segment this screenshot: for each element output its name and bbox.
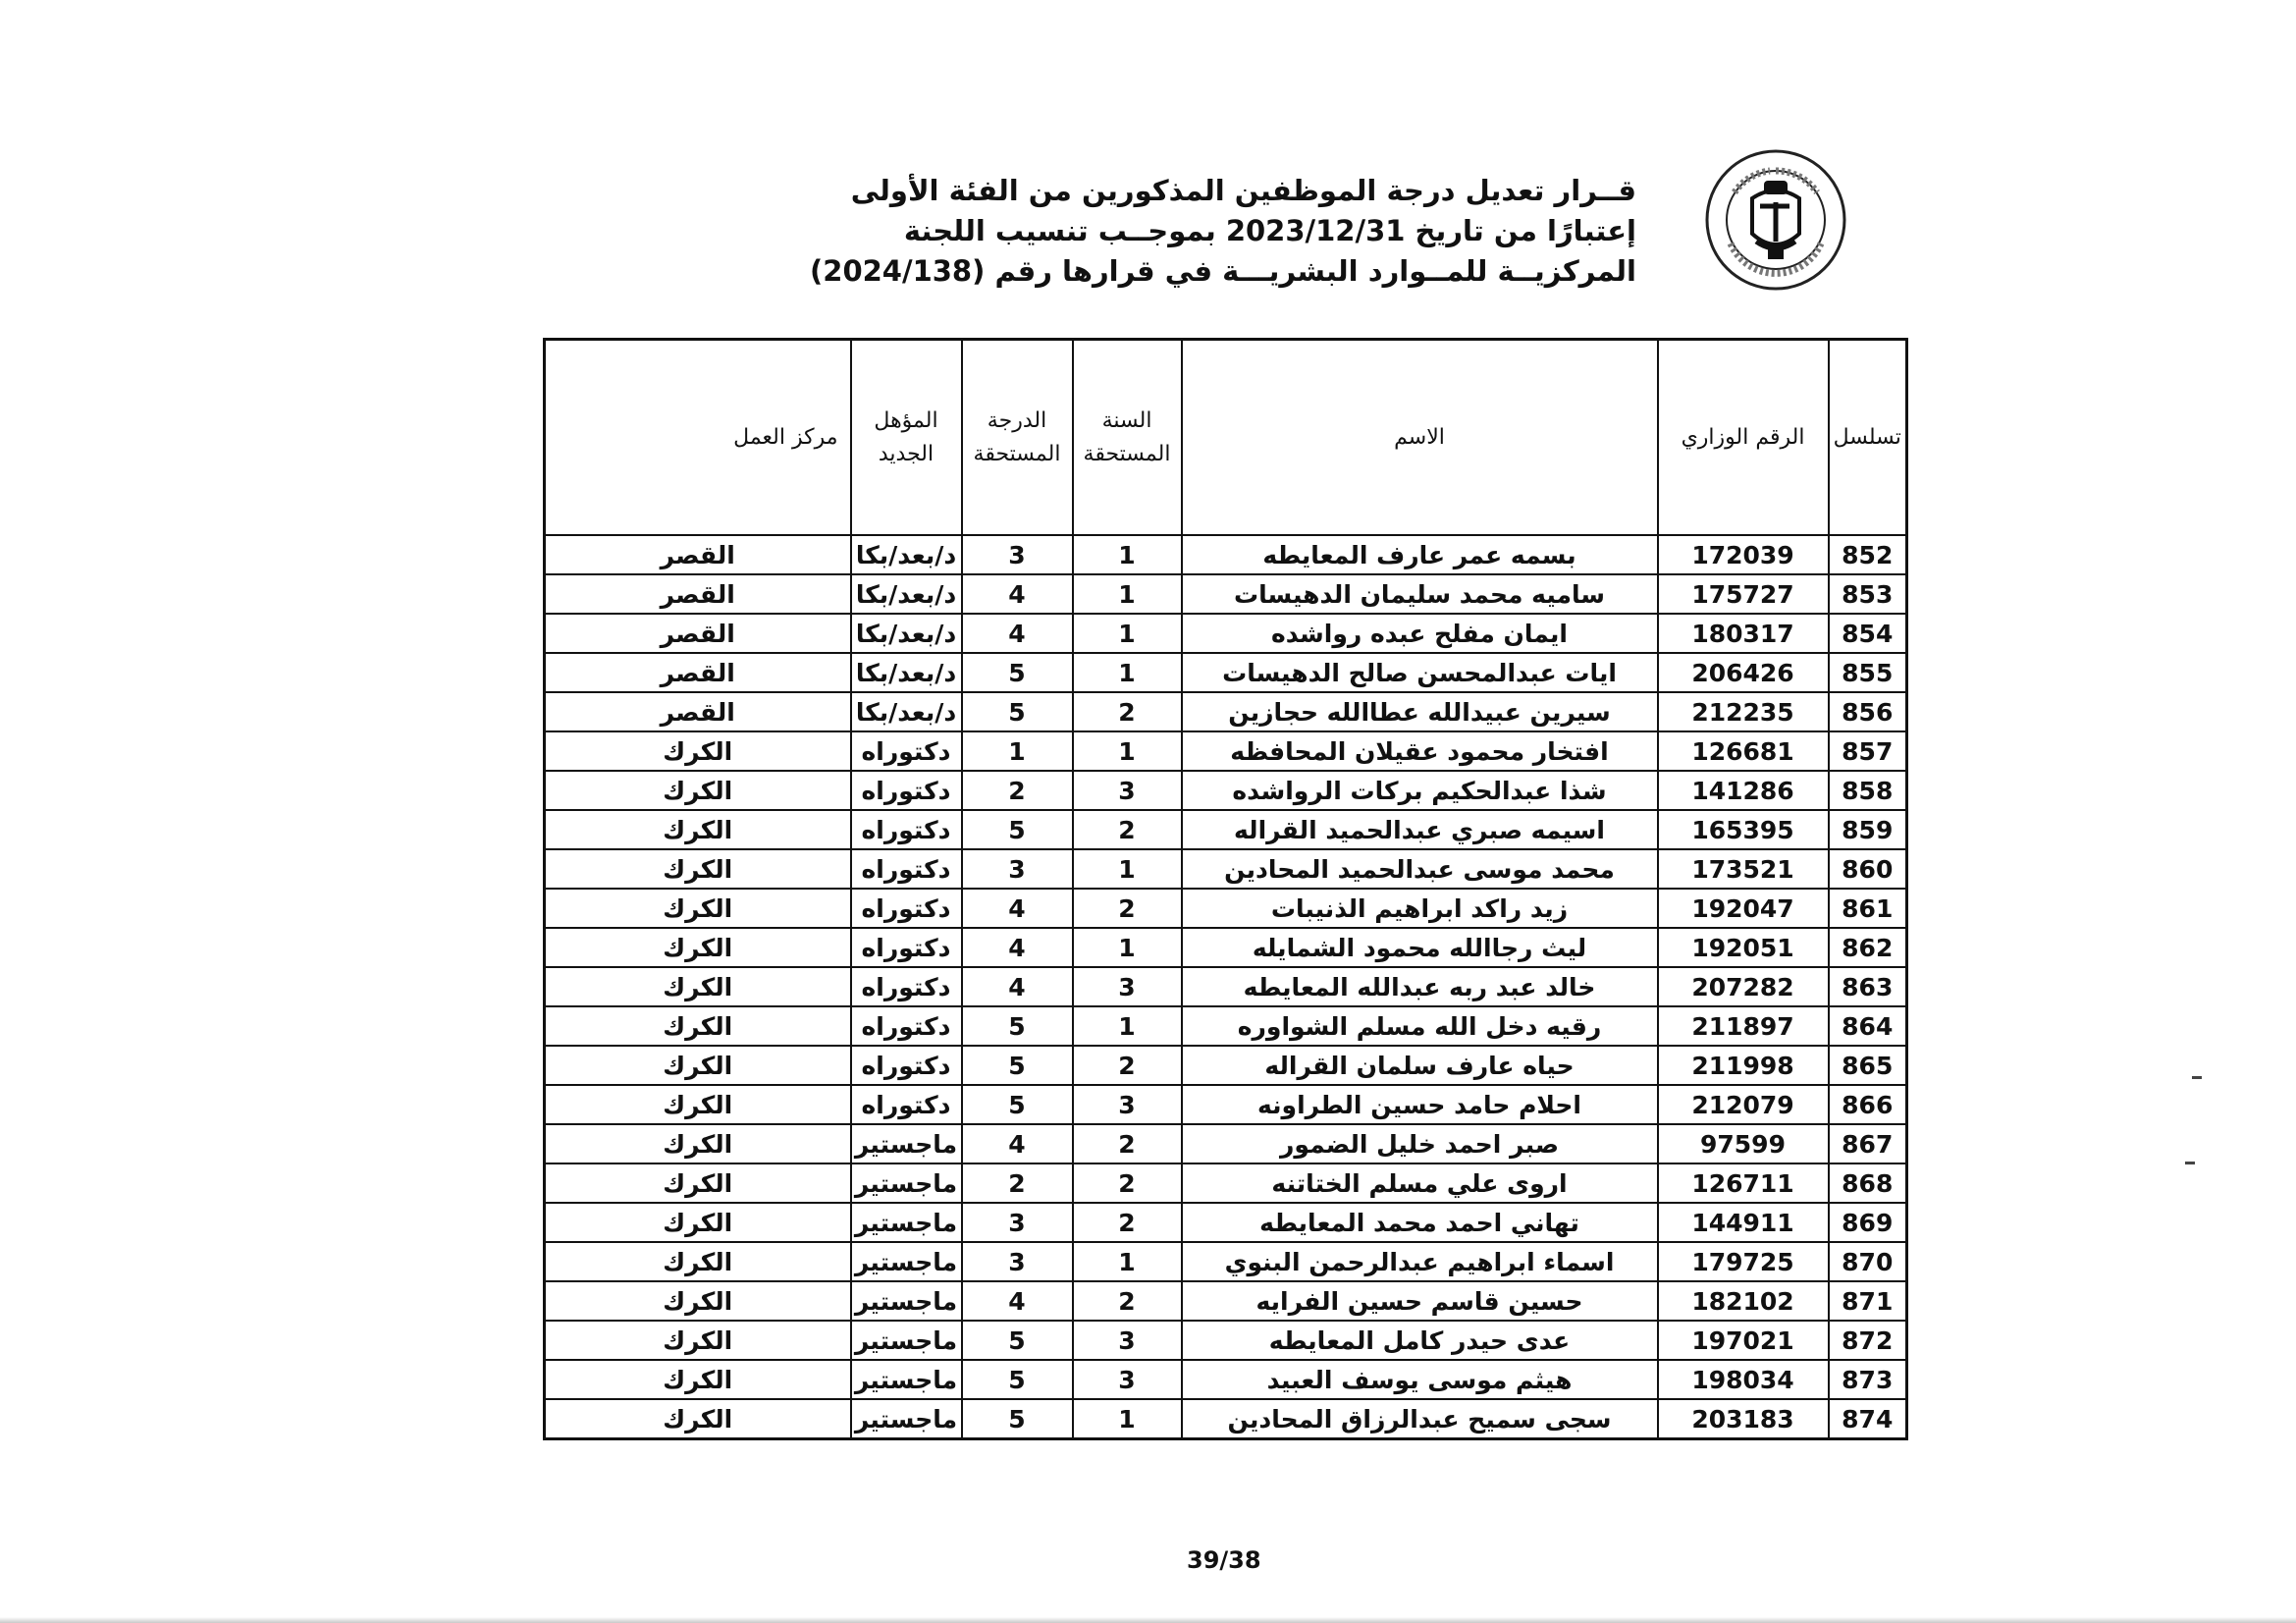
- qualification-cell: د/بعد/بكا: [851, 614, 962, 653]
- work-center-cell: الكرك: [545, 1242, 851, 1281]
- qualification-cell: دكتوراه: [851, 1006, 962, 1046]
- table-row: [545, 889, 1907, 928]
- due-year-cell: 1: [1073, 574, 1182, 614]
- work-center-cell: الكرك: [545, 1203, 851, 1242]
- serial-cell: 866: [1829, 1085, 1907, 1124]
- serial-cell: 873: [1829, 1360, 1907, 1399]
- serial-cell: 872: [1829, 1321, 1907, 1360]
- due-year-cell: 3: [1073, 1360, 1182, 1399]
- serial-cell: 868: [1829, 1163, 1907, 1203]
- qualification-cell: دكتوراه: [851, 889, 962, 928]
- qualification-cell: ماجستير: [851, 1321, 962, 1360]
- work-center-cell: الكرك: [545, 1163, 851, 1203]
- due-grade-cell: 5: [962, 810, 1073, 849]
- qualification-cell: ماجستير: [851, 1163, 962, 1203]
- qualification-cell: ماجستير: [851, 1242, 962, 1281]
- ministry-number-cell: 144911: [1658, 1203, 1829, 1242]
- serial-cell: 863: [1829, 967, 1907, 1006]
- serial-cell: 860: [1829, 849, 1907, 889]
- due-year-cell: 3: [1073, 967, 1182, 1006]
- work-center-cell: الكرك: [545, 771, 851, 810]
- qualification-cell: دكتوراه: [851, 849, 962, 889]
- serial-cell: 856: [1829, 692, 1907, 731]
- work-center-cell: القصر: [545, 574, 851, 614]
- ministry-number-cell: 206426: [1658, 653, 1829, 692]
- work-center-cell: الكرك: [545, 889, 851, 928]
- qualification-cell: ماجستير: [851, 1360, 962, 1399]
- due-grade-cell: 5: [962, 1046, 1073, 1085]
- table-row: [545, 928, 1907, 967]
- serial-cell: 862: [1829, 928, 1907, 967]
- due-year-cell: 2: [1073, 1203, 1182, 1242]
- due-year-cell: 2: [1073, 1281, 1182, 1321]
- due-grade-cell: 3: [962, 849, 1073, 889]
- ministry-number-cell: 172039: [1658, 535, 1829, 574]
- work-center-cell: القصر: [545, 692, 851, 731]
- ministry-number-cell: 211998: [1658, 1046, 1829, 1085]
- name-cell: اروى علي مسلم الختاتنه: [1182, 1163, 1658, 1203]
- due-year-cell: 1: [1073, 849, 1182, 889]
- name-cell: تهاني احمد محمد المعايطه: [1182, 1203, 1658, 1242]
- work-center-cell: الكرك: [545, 1046, 851, 1085]
- due-year-cell: 3: [1073, 1321, 1182, 1360]
- due-grade-cell: 4: [962, 967, 1073, 1006]
- ministry-number-cell: 211897: [1658, 1006, 1829, 1046]
- ministry-number-cell: 212079: [1658, 1085, 1829, 1124]
- ministry-number-cell: 192051: [1658, 928, 1829, 967]
- work-center-cell: الكرك: [545, 731, 851, 771]
- due-year-cell: 3: [1073, 771, 1182, 810]
- name-cell: هيثم موسى يوسف العبيد: [1182, 1360, 1658, 1399]
- serial-cell: 855: [1829, 653, 1907, 692]
- ministry-number-cell: 192047: [1658, 889, 1829, 928]
- ministry-number-cell: 126711: [1658, 1163, 1829, 1203]
- column-header-serial: تسلسل: [1829, 340, 1907, 536]
- serial-cell: 864: [1829, 1006, 1907, 1046]
- work-center-cell: الكرك: [545, 810, 851, 849]
- serial-cell: 874: [1829, 1399, 1907, 1439]
- table-row: [545, 535, 1907, 574]
- due-year-cell: 2: [1073, 1046, 1182, 1085]
- name-cell: محمد موسى عبدالحميد المحادين: [1182, 849, 1658, 889]
- name-cell: زيد راكد ابراهيم الذنيبات: [1182, 889, 1658, 928]
- table-row: [545, 1399, 1907, 1439]
- due-year-cell: 1: [1073, 731, 1182, 771]
- column-header-new-qualification: المؤهل الجديد: [851, 340, 962, 536]
- name-cell: احلام حامد حسين الطراونه: [1182, 1085, 1658, 1124]
- work-center-cell: الكرك: [545, 1124, 851, 1163]
- table-row: [545, 1006, 1907, 1046]
- column-header-ministry-number: الرقم الوزاري: [1658, 340, 1829, 536]
- table-row: [545, 810, 1907, 849]
- table-row: [545, 1085, 1907, 1124]
- work-center-cell: الكرك: [545, 1281, 851, 1321]
- name-cell: افتخار محمود عقيلان المحافظه: [1182, 731, 1658, 771]
- serial-cell: 852: [1829, 535, 1907, 574]
- name-cell: صبر احمد خليل الضمور: [1182, 1124, 1658, 1163]
- due-year-cell: 2: [1073, 810, 1182, 849]
- qualification-cell: ماجستير: [851, 1281, 962, 1321]
- due-year-cell: 2: [1073, 1163, 1182, 1203]
- serial-cell: 858: [1829, 771, 1907, 810]
- page-edge: [0, 1617, 2296, 1623]
- qualification-cell: د/بعد/بكا: [851, 653, 962, 692]
- due-grade-cell: 4: [962, 614, 1073, 653]
- scan-mark: [2192, 1076, 2202, 1079]
- ministry-number-cell: 198034: [1658, 1360, 1829, 1399]
- serial-cell: 859: [1829, 810, 1907, 849]
- work-center-cell: القصر: [545, 535, 851, 574]
- qualification-cell: دكتوراه: [851, 928, 962, 967]
- table-row: [545, 1321, 1907, 1360]
- due-grade-cell: 4: [962, 889, 1073, 928]
- work-center-cell: الكرك: [545, 1006, 851, 1046]
- qualification-cell: دكتوراه: [851, 810, 962, 849]
- ministry-number-cell: 173521: [1658, 849, 1829, 889]
- work-center-cell: الكرك: [545, 967, 851, 1006]
- due-grade-cell: 5: [962, 1399, 1073, 1439]
- name-cell: شذا عبدالحكيم بركات الرواشده: [1182, 771, 1658, 810]
- due-grade-cell: 4: [962, 1124, 1073, 1163]
- serial-cell: 871: [1829, 1281, 1907, 1321]
- due-year-cell: 1: [1073, 614, 1182, 653]
- due-grade-cell: 3: [962, 535, 1073, 574]
- name-cell: حسين قاسم حسين الفرايه: [1182, 1281, 1658, 1321]
- qualification-cell: د/بعد/بكا: [851, 574, 962, 614]
- name-cell: بسمه عمر عارف المعايطه: [1182, 535, 1658, 574]
- work-center-cell: القصر: [545, 614, 851, 653]
- work-center-cell: الكرك: [545, 849, 851, 889]
- due-grade-cell: 2: [962, 1163, 1073, 1203]
- serial-cell: 870: [1829, 1242, 1907, 1281]
- table-row: [545, 849, 1907, 889]
- due-year-cell: 2: [1073, 889, 1182, 928]
- ministry-number-cell: 126681: [1658, 731, 1829, 771]
- table-row: [545, 614, 1907, 653]
- due-year-cell: 1: [1073, 653, 1182, 692]
- name-cell: سجى سميح عبدالرزاق المحادين: [1182, 1399, 1658, 1439]
- table-row: [545, 771, 1907, 810]
- due-year-cell: 1: [1073, 1399, 1182, 1439]
- due-grade-cell: 5: [962, 653, 1073, 692]
- table-row: [545, 1163, 1907, 1203]
- title-line-2: إعتبارًا من تاريخ 2023/12/31 بموجــب تنسيب اللجنة: [903, 214, 1636, 247]
- table-row: [545, 574, 1907, 614]
- scan-mark: [2185, 1162, 2195, 1164]
- due-year-cell: 2: [1073, 692, 1182, 731]
- ministry-number-cell: 207282: [1658, 967, 1829, 1006]
- column-header-due-year: السنة المستحقة: [1073, 340, 1182, 536]
- work-center-cell: الكرك: [545, 1321, 851, 1360]
- name-cell: ايمان مفلح عبده رواشده: [1182, 614, 1658, 653]
- qualification-cell: دكتوراه: [851, 731, 962, 771]
- name-cell: اسماء ابراهيم عبدالرحمن البنوي: [1182, 1242, 1658, 1281]
- qualification-cell: ماجستير: [851, 1124, 962, 1163]
- serial-cell: 857: [1829, 731, 1907, 771]
- work-center-cell: القصر: [545, 653, 851, 692]
- qualification-cell: ماجستير: [851, 1399, 962, 1439]
- table-row: [545, 1360, 1907, 1399]
- ministry-emblem-icon: [1703, 147, 1848, 293]
- ministry-number-cell: 182102: [1658, 1281, 1829, 1321]
- ministry-number-cell: 165395: [1658, 810, 1829, 849]
- ministry-number-cell: 97599: [1658, 1124, 1829, 1163]
- work-center-cell: الكرك: [545, 1399, 851, 1439]
- qualification-cell: دكتوراه: [851, 1046, 962, 1085]
- serial-cell: 853: [1829, 574, 1907, 614]
- due-year-cell: 1: [1073, 1242, 1182, 1281]
- serial-cell: 867: [1829, 1124, 1907, 1163]
- serial-cell: 869: [1829, 1203, 1907, 1242]
- table-row: [545, 1124, 1907, 1163]
- ministry-number-cell: 197021: [1658, 1321, 1829, 1360]
- due-grade-cell: 5: [962, 692, 1073, 731]
- name-cell: اسيمه صبري عبدالحميد القراله: [1182, 810, 1658, 849]
- due-grade-cell: 4: [962, 1281, 1073, 1321]
- due-grade-cell: 5: [962, 1360, 1073, 1399]
- qualification-cell: دكتوراه: [851, 771, 962, 810]
- name-cell: رقيه دخل الله مسلم الشواوره: [1182, 1006, 1658, 1046]
- table-row: [545, 692, 1907, 731]
- name-cell: ساميه محمد سليمان الدهيسات: [1182, 574, 1658, 614]
- work-center-cell: الكرك: [545, 1085, 851, 1124]
- table-row: [545, 1242, 1907, 1281]
- due-year-cell: 3: [1073, 1085, 1182, 1124]
- qualification-cell: د/بعد/بكا: [851, 535, 962, 574]
- qualification-cell: دكتوراه: [851, 1085, 962, 1124]
- qualification-cell: ماجستير: [851, 1203, 962, 1242]
- table-header-row: [545, 340, 1907, 536]
- due-year-cell: 1: [1073, 535, 1182, 574]
- table-row: [545, 731, 1907, 771]
- due-grade-cell: 5: [962, 1085, 1073, 1124]
- table-row: [545, 1281, 1907, 1321]
- name-cell: عدى حيدر كامل المعايطه: [1182, 1321, 1658, 1360]
- serial-cell: 854: [1829, 614, 1907, 653]
- ministry-number-cell: 175727: [1658, 574, 1829, 614]
- due-grade-cell: 3: [962, 1242, 1073, 1281]
- due-grade-cell: 2: [962, 771, 1073, 810]
- ministry-number-cell: 203183: [1658, 1399, 1829, 1439]
- employees-table: [543, 338, 1908, 1440]
- name-cell: خالد عبد ربه عبدالله المعايطه: [1182, 967, 1658, 1006]
- work-center-cell: الكرك: [545, 1360, 851, 1399]
- column-header-name: الاسم: [1182, 340, 1658, 536]
- name-cell: حياه عارف سلمان القراله: [1182, 1046, 1658, 1085]
- table-row: [545, 653, 1907, 692]
- qualification-cell: دكتوراه: [851, 967, 962, 1006]
- title-line-3: المركزيــة للمــوارد البشريـــة في قرارها رقم (2024/138): [810, 254, 1636, 288]
- decision-title: [810, 171, 1636, 292]
- ministry-number-cell: 212235: [1658, 692, 1829, 731]
- table-row: [545, 1046, 1907, 1085]
- due-grade-cell: 4: [962, 574, 1073, 614]
- table-row: [545, 967, 1907, 1006]
- due-grade-cell: 5: [962, 1321, 1073, 1360]
- due-grade-cell: 1: [962, 731, 1073, 771]
- due-year-cell: 2: [1073, 1124, 1182, 1163]
- due-year-cell: 1: [1073, 1006, 1182, 1046]
- column-header-work-center: مركز العمل: [545, 340, 851, 536]
- serial-cell: 861: [1829, 889, 1907, 928]
- qualification-cell: د/بعد/بكا: [851, 692, 962, 731]
- ministry-number-cell: 141286: [1658, 771, 1829, 810]
- table-row: [545, 1203, 1907, 1242]
- page-number: 39/38: [1187, 1546, 1261, 1574]
- due-grade-cell: 4: [962, 928, 1073, 967]
- name-cell: ليث رجاالله محمود الشمايله: [1182, 928, 1658, 967]
- column-header-due-grade: الدرجة المستحقة: [962, 340, 1073, 536]
- due-year-cell: 1: [1073, 928, 1182, 967]
- ministry-number-cell: 180317: [1658, 614, 1829, 653]
- name-cell: سيرين عبيدالله عطاالله حجازين: [1182, 692, 1658, 731]
- ministry-number-cell: 179725: [1658, 1242, 1829, 1281]
- due-grade-cell: 5: [962, 1006, 1073, 1046]
- serial-cell: 865: [1829, 1046, 1907, 1085]
- work-center-cell: الكرك: [545, 928, 851, 967]
- name-cell: ايات عبدالمحسن صالح الدهيسات: [1182, 653, 1658, 692]
- due-grade-cell: 3: [962, 1203, 1073, 1242]
- title-line-1: قــرار تعديل درجة الموظفين المذكورين من الفئة الأولى: [850, 174, 1636, 207]
